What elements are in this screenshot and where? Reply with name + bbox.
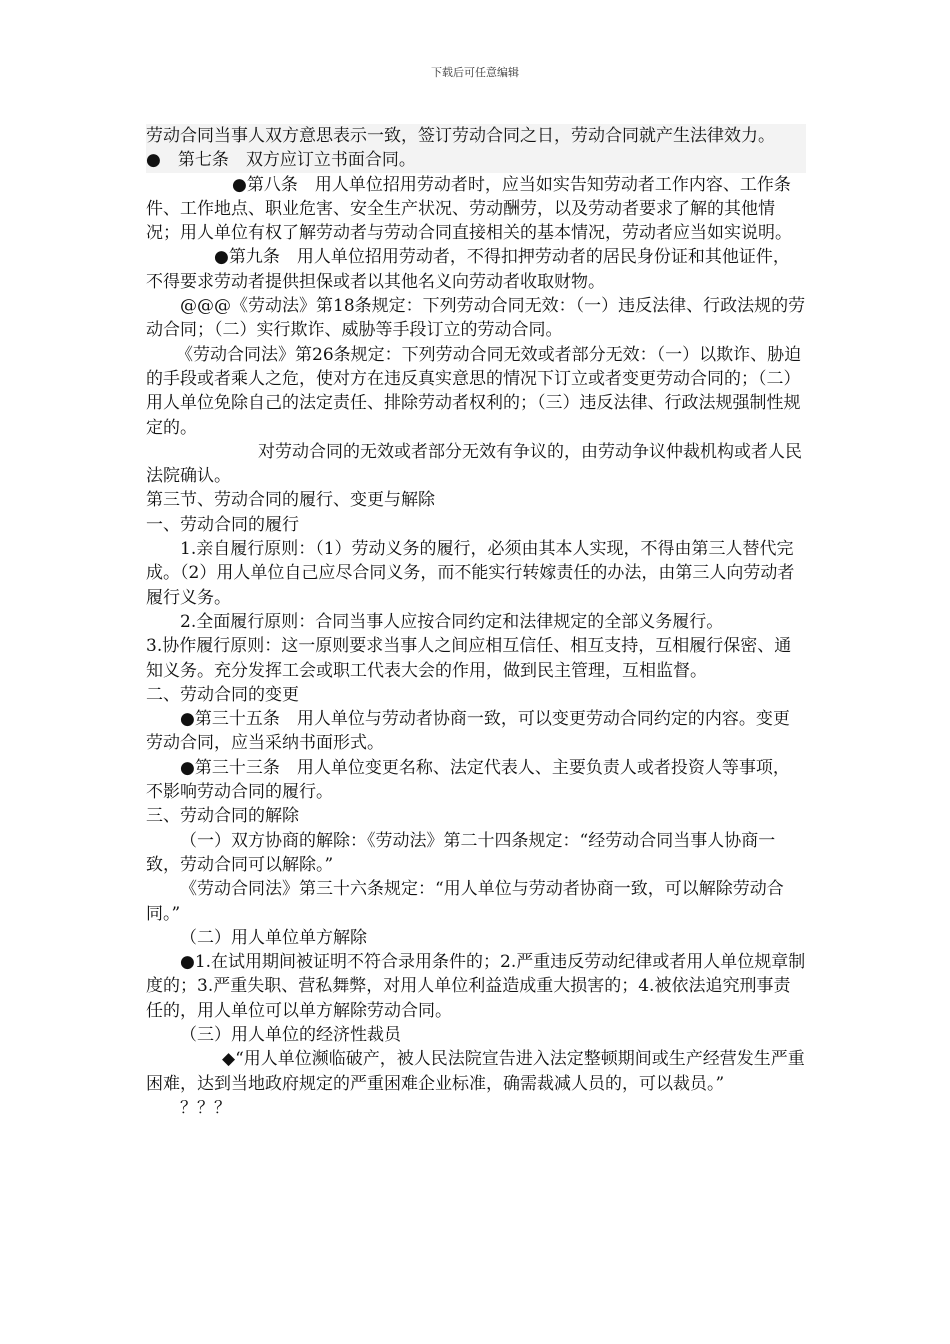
paragraph: 劳动合同当事人双方意思表示一致，签订劳动合同之日，劳动合同就产生法律效力。 ● 第七条 双方应订立书面合同。 — [146, 124, 806, 173]
paragraph: ●第三十五条 用人单位与劳动者协商一致，可以变更劳动合同约定的内容。变更劳动合同，应当采纳书面形式。 — [146, 709, 790, 754]
paragraph: 一、劳动合同的履行 — [146, 514, 299, 535]
paragraph: 《劳动合同法》第26条规定：下列劳动合同无效或者部分无效：（一）以欺诈、胁迫的手段或者乘人之危，使对方在违反真实意思的情况下订立或者变更劳动合同的；（二）用人单位免除自己的法定责任、排除劳动者权利的；（三）违反法律、行政法规强制性规定的。 — [146, 344, 802, 438]
paragraph: 《劳动合同法》第三十六条规定：“用人单位与劳动者协商一致，可以解除劳动合同。” — [146, 879, 784, 924]
paragraph: ●第八条 用人单位招用劳动者时，应当如实告知劳动者工作内容、工作条件、工作地点、职业危害、安全生产状况、劳动酬劳，以及劳动者要求了解的其他情况；用人单位有权了解劳动者与劳动合同直接相关的基本情况，劳动者应当如实说明。 — [146, 174, 792, 244]
paragraph: ●第九条 用人单位招用劳动者，不得扣押劳动者的居民身份证和其他证件，不得要求劳动者提供担保或者以其他名义向劳动者收取财物。 — [146, 247, 790, 292]
paragraph: 第三节、劳动合同的履行、变更与解除 — [146, 490, 435, 511]
document-body — [146, 124, 852, 1120]
page-header: 下载后可任意编辑 — [431, 66, 519, 79]
paragraph: ◆“用人单位濒临破产，被人民法院宣告进入法定整顿期间或生产经营发生严重困难，达到当地政府规定的严重困难企业标准，确需裁减人员的，可以裁员。” — [146, 1049, 805, 1094]
paragraph: （二）用人单位单方解除 — [180, 927, 367, 948]
paragraph: 三、劳动合同的解除 — [146, 806, 299, 827]
paragraph: 3.协作履行原则：这一原则要求当事人之间应相互信任、相互支持，互相履行保密、通知义务。充分发挥工会或职工代表大会的作用，做到民主管理，互相监督。 — [146, 636, 792, 681]
paragraph: 1.亲自履行原则：（1）劳动义务的履行，必须由其本人实现，不得由第三人替代完成。（2）用人单位自己应尽合同义务，而不能实行转嫁责任的办法，由第三人向劳动者履行义务。 — [146, 539, 795, 608]
paragraph: ●1.在试用期间被证明不符合录用条件的；2.严重违反劳动纪律或者用人单位规章制度的；3.严重失职、营私舞弊，对用人单位利益造成重大损害的；4.被依法追究刑事责任的，用人单位可以单方解除劳动合同。 — [146, 952, 806, 1021]
paragraph: 2.全面履行原则：合同当事人应按合同约定和法律规定的全部义务履行。 — [180, 611, 724, 632]
paragraph: 对劳动合同的无效或者部分无效有争议的，由劳动争议仲裁机构或者人民法院确认。 — [146, 441, 802, 487]
paragraph: @@@《劳动法》第18条规定：下列劳动合同无效：（一）违反法律、行政法规的劳动合同；（二）实行欺诈、威胁等手段订立的劳动合同。 — [146, 296, 806, 341]
paragraph: ●第三十三条 用人单位变更名称、法定代表人、主要负责人或者投资人等事项，不影响劳动合同的履行。 — [146, 757, 790, 803]
paragraph: （一）双方协商的解除：《劳动法》第二十四条规定：“经劳动合同当事人协商一致，劳动合同可以解除。” — [146, 830, 776, 875]
paragraph: （三）用人单位的经济性裁员 — [180, 1024, 401, 1045]
paragraph: 二、劳动合同的变更 — [146, 684, 299, 705]
paragraph: ？？？ — [180, 1097, 231, 1118]
